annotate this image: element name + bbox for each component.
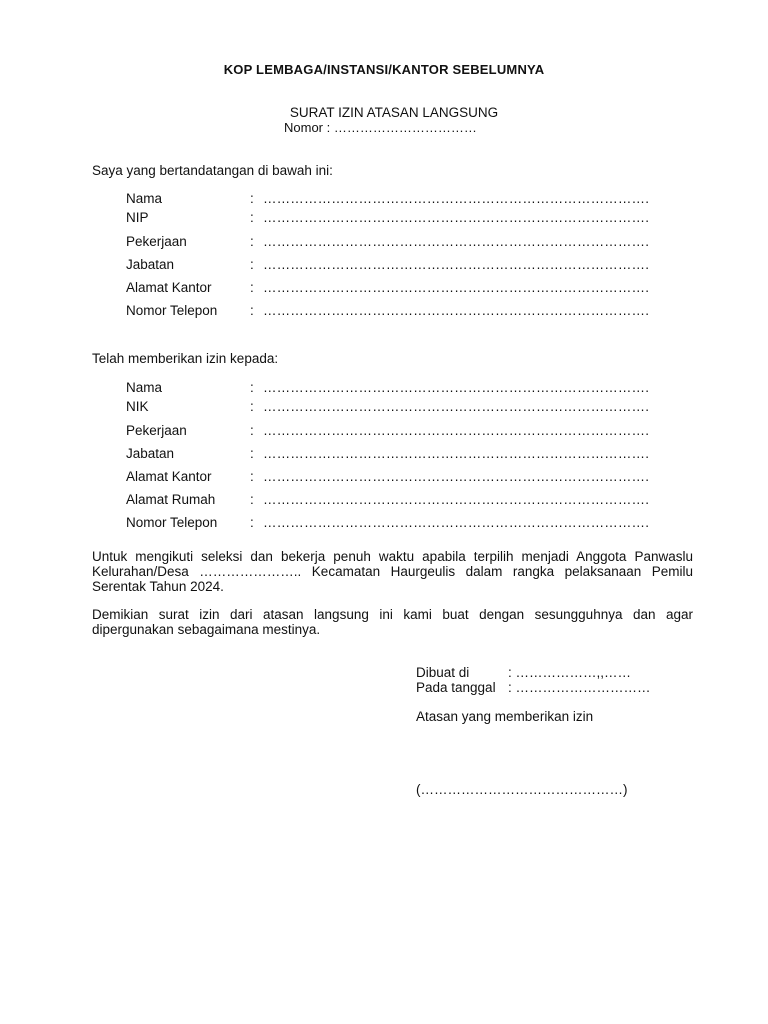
field-label: Pekerjaan xyxy=(126,234,187,249)
field-colon: : xyxy=(250,280,254,295)
field-value: …………………………………………………………………………. xyxy=(263,446,650,461)
field-colon: : xyxy=(250,446,254,461)
field-value: …………………………………………………………………………. xyxy=(263,280,650,295)
field-value: …………………………………………………………………………. xyxy=(263,515,650,530)
field-colon: : xyxy=(250,515,254,530)
signer-role: Atasan yang memberikan izin xyxy=(416,709,594,724)
section1-intro: Saya yang bertandatangan di bawah ini: xyxy=(92,163,333,178)
section2-intro: Telah memberikan izin kepada: xyxy=(92,351,279,366)
purpose-paragraph: Untuk mengikuti seleksi dan bekerja penuh waktu apabila terpilih menjadi Anggota Panwaslu Kelurahan/Desa ………………….. Kecamatan Haurgeulis dalam rangka pelaksanaan Pemilu Serentak Tahun 2024. xyxy=(92,549,693,594)
letterhead-placeholder: KOP LEMBAGA/INSTANSI/KANTOR SEBELUMNYA xyxy=(223,62,545,77)
field-value: …………………………………………………………………………. xyxy=(263,492,650,507)
field-colon: : xyxy=(250,257,254,272)
field-label: Jabatan xyxy=(126,446,175,461)
field-value: …………………………………………………………………………. xyxy=(263,303,650,318)
field-label: Alamat Rumah xyxy=(126,492,216,507)
field-value: …………………………………………………………………………. xyxy=(263,423,650,438)
dibuat-label: Dibuat di xyxy=(416,665,470,680)
field-colon: : xyxy=(250,399,254,414)
field-label: Nomor Telepon xyxy=(126,515,218,530)
signature-place-row xyxy=(416,665,631,680)
document-number: Nomor : …………………………… xyxy=(284,120,477,135)
closing-paragraph: Demikian surat izin dari atasan langsung ini kami buat dengan sesungguhnya dan agar dipergunakan sebagaimana mestinya. xyxy=(92,607,693,637)
field-value: …………………………………………………………………………. xyxy=(263,191,650,206)
field-label: Nama xyxy=(126,380,163,395)
field-colon: : xyxy=(250,380,254,395)
field-colon: : xyxy=(250,492,254,507)
field-value: …………………………………………………………………………. xyxy=(263,210,650,225)
signature-date-row xyxy=(416,680,651,695)
field-colon: : xyxy=(250,191,254,206)
field-label: Alamat Kantor xyxy=(126,280,212,295)
field-value: …………………………………………………………………………. xyxy=(263,257,650,272)
field-label: Alamat Kantor xyxy=(126,469,212,484)
document-title: SURAT IZIN ATASAN LANGSUNG xyxy=(289,105,499,120)
field-label: Nama xyxy=(126,191,163,206)
field-label: Nomor Telepon xyxy=(126,303,218,318)
field-value: …………………………………………………………………………. xyxy=(263,469,650,484)
field-value: …………………………………………………………………………. xyxy=(263,380,650,395)
field-label: NIP xyxy=(126,210,149,225)
field-value: …………………………………………………………………………. xyxy=(263,234,650,249)
dibuat-value: : ………………,,…… xyxy=(508,665,632,680)
field-colon: : xyxy=(250,210,254,225)
field-label: NIK xyxy=(126,399,149,414)
field-colon: : xyxy=(250,234,254,249)
signer-name-line: (………………………………………) xyxy=(416,782,628,797)
field-label: Pekerjaan xyxy=(126,423,187,438)
field-label: Jabatan xyxy=(126,257,175,272)
tanggal-label: Pada tanggal xyxy=(416,680,496,695)
field-value: …………………………………………………………………………. xyxy=(263,399,650,414)
tanggal-value: : ………………………… xyxy=(508,680,651,695)
field-colon: : xyxy=(250,469,254,484)
field-colon: : xyxy=(250,303,254,318)
field-colon: : xyxy=(250,423,254,438)
